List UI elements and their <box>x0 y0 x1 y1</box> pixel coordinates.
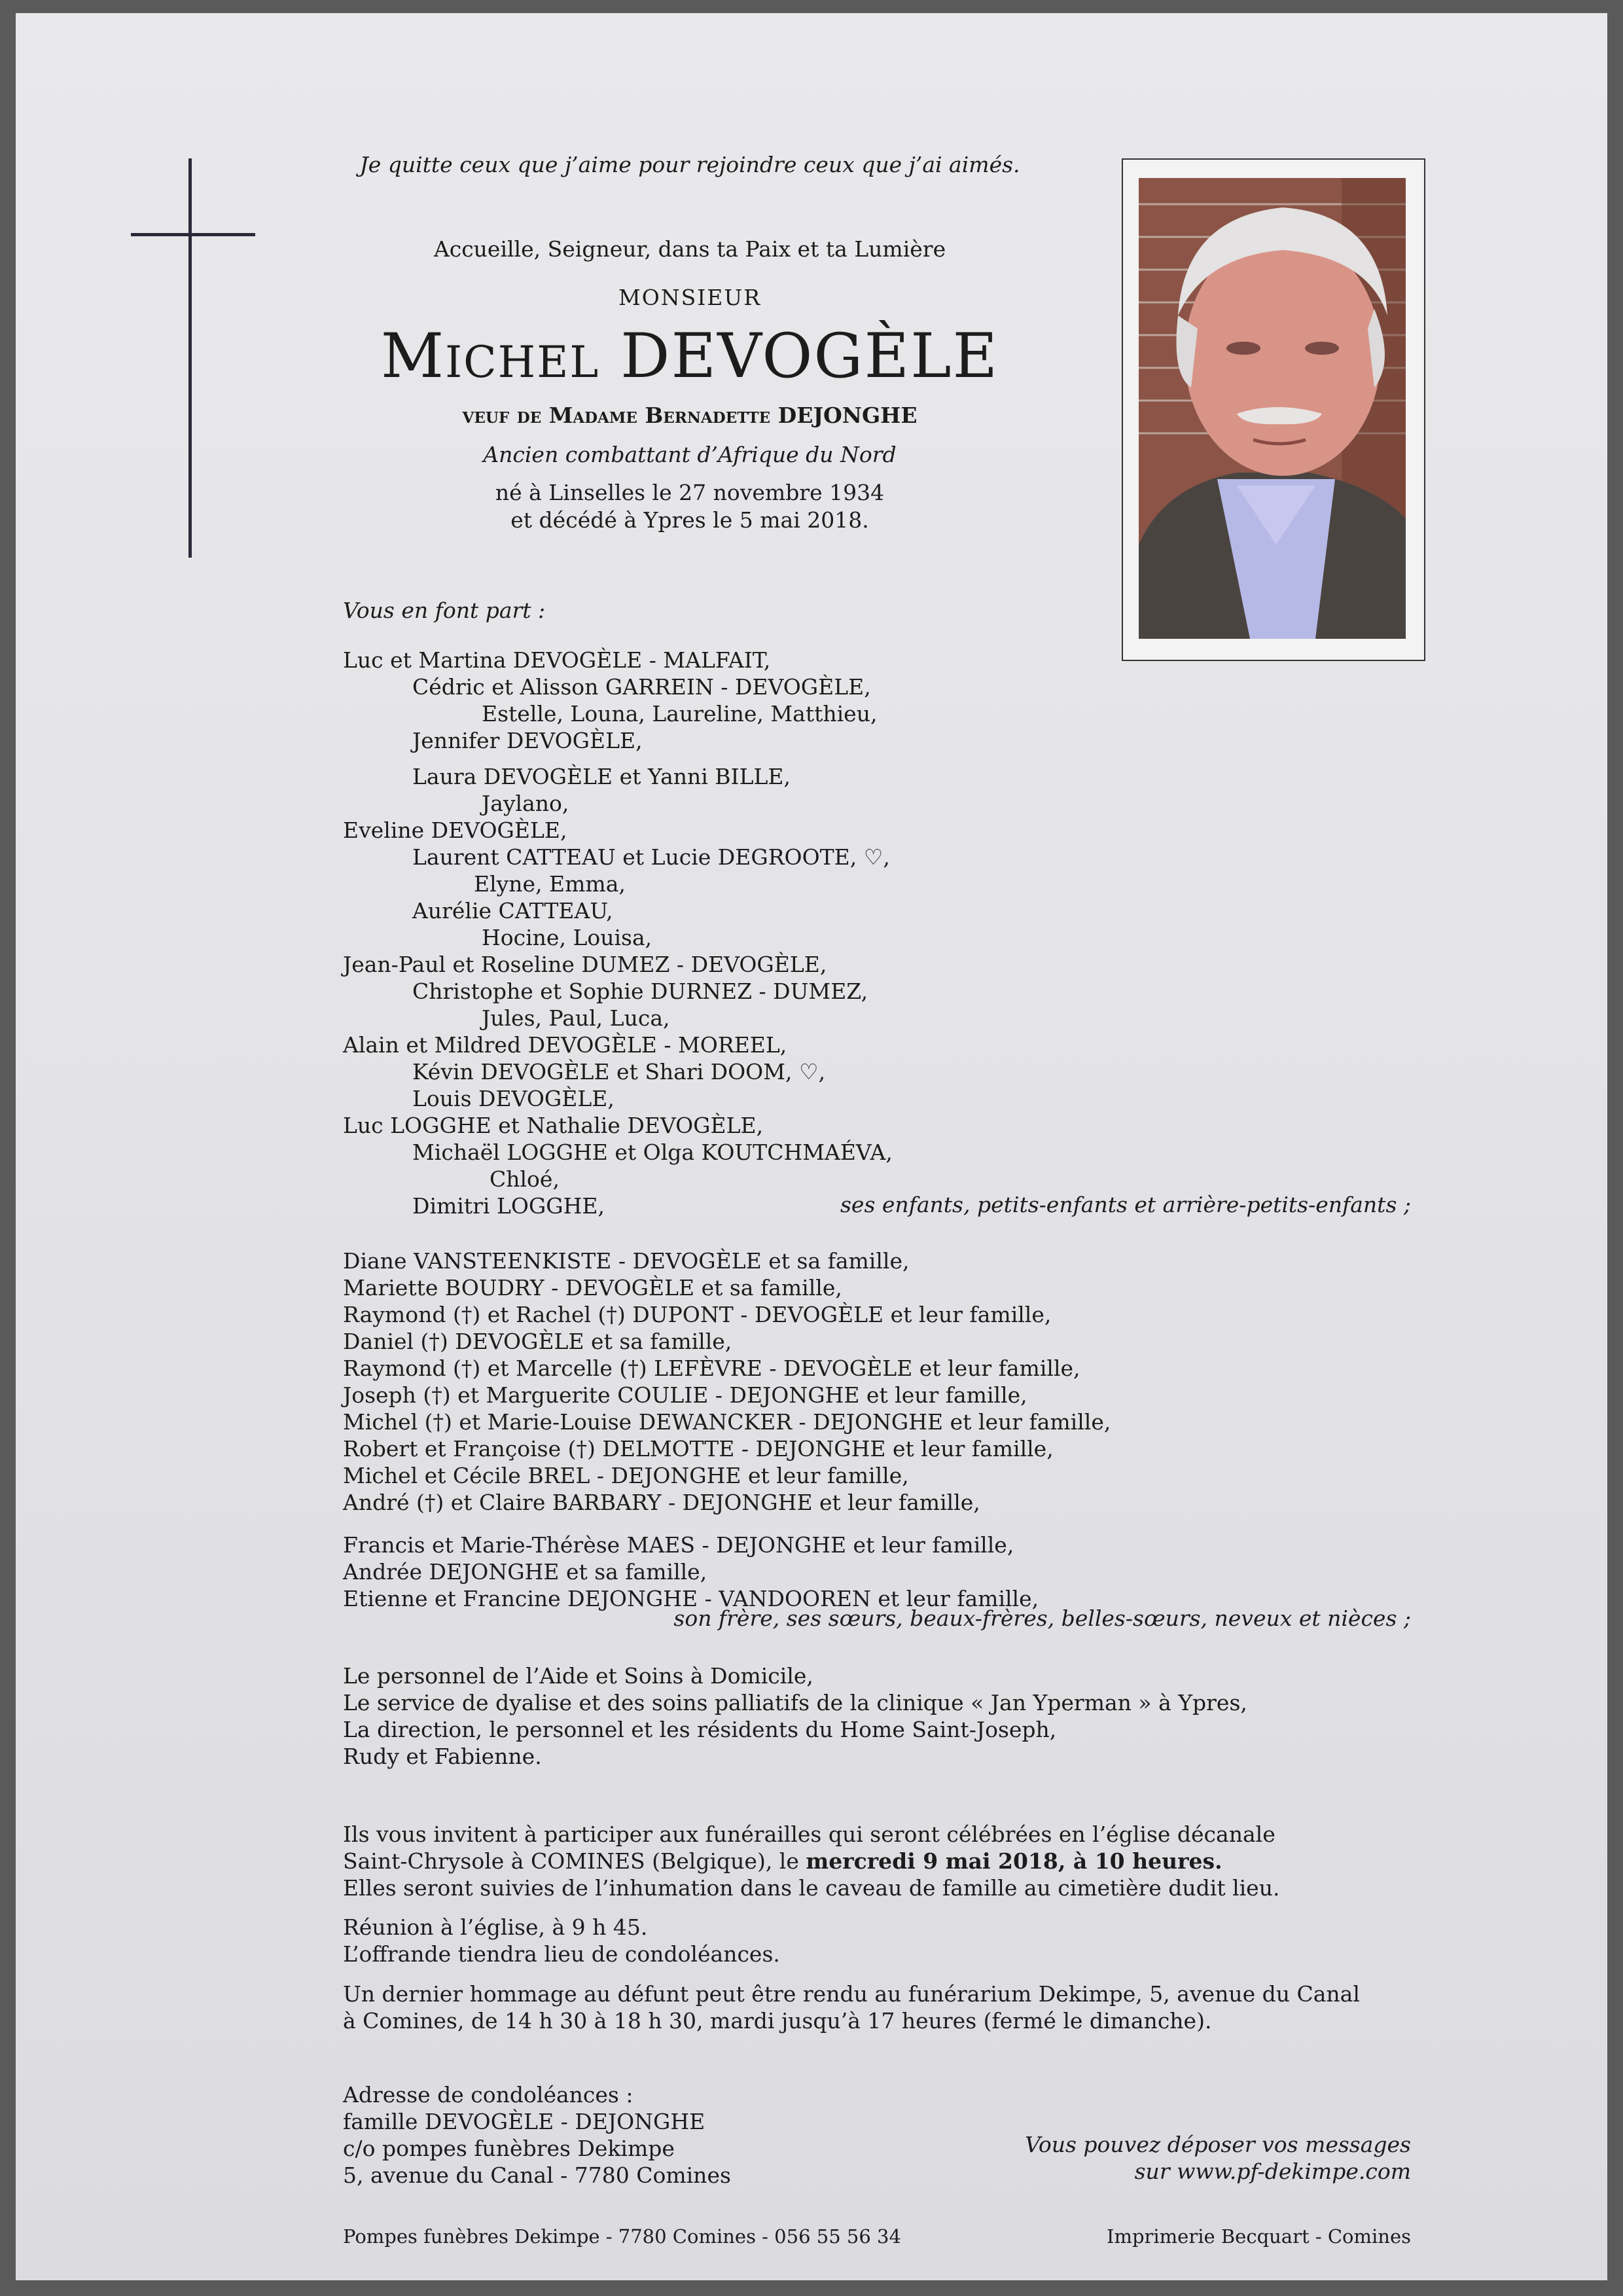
list-item: Dimitri LOGGHE, <box>412 1193 605 1219</box>
veteran-line: Ancien combattant d’Afrique du Nord <box>483 442 897 467</box>
announce-intro: Vous en font part : <box>343 598 546 623</box>
cross-icon-bar <box>131 233 255 236</box>
list-item: Michel et Cécile BREL - DEJONGHE et leur famille, <box>343 1463 909 1488</box>
list-item: La direction, le personnel et les résidents du Home Saint-Joseph, <box>343 1717 1057 1742</box>
address-line: c/o pompes funèbres Dekimpe <box>343 2136 675 2161</box>
death-line: et décédé à Ypres le 5 mai 2018. <box>510 507 869 533</box>
list-item: Kévin DEVOGÈLE et Shari DOOM, ♡, <box>412 1059 826 1085</box>
list-item: Mariette BOUDRY - DEVOGÈLE et sa famille, <box>343 1275 842 1300</box>
list-item: Hocine, Louisa, <box>482 925 652 950</box>
deceased-name <box>264 321 1115 399</box>
list-item: Francis et Marie-Thérèse MAES - DEJONGHE et leur famille, <box>343 1532 1014 1558</box>
address-line: famille DEVOGÈLE - DEJONGHE <box>343 2109 705 2134</box>
list-item: Jaylano, <box>482 791 569 816</box>
list-item: Luc et Martina DEVOGÈLE - MALFAIT, <box>343 647 771 673</box>
list-item: Christophe et Sophie DURNEZ - DUMEZ, <box>412 978 868 1004</box>
list-item: Raymond (†) et Marcelle (†) LEFÈVRE - DEVOGÈLE et leur famille, <box>343 1355 1080 1381</box>
list-item: Aurélie CATTEAU, <box>412 898 613 924</box>
list-item: Daniel (†) DEVOGÈLE et sa famille, <box>343 1329 732 1354</box>
list-item: Laurent CATTEAU et Lucie DEGROOTE, ♡, <box>412 844 890 870</box>
title-monsieur: MONSIEUR <box>618 285 762 310</box>
address-line: Adresse de condoléances : <box>343 2082 633 2108</box>
quote: Je quitte ceux que j’aime pour rejoindre ceux que j’ai aimés. <box>359 152 1020 177</box>
footer-funeral-home: Pompes funèbres Dekimpe - 7780 Comines - 056 55 56 34 <box>343 2225 901 2248</box>
list-item: Luc LOGGHE et Nathalie DEVOGÈLE, <box>343 1113 764 1138</box>
list-item: Chloé, <box>490 1166 560 1192</box>
offering-line: L’offrande tiendra lieu de condoléances. <box>343 1941 780 1967</box>
list-item: Michel (†) et Marie-Louise DEWANCKER - DEJONGHE et leur famille, <box>343 1409 1111 1435</box>
invite-text: Saint-Chrysole à COMINES (Belgique), le <box>343 1848 806 1874</box>
invite-line: Elles seront suivies de l’inhumation dans le caveau de famille au cimetière dudit lieu. <box>343 1875 1280 1901</box>
list-item: Rudy et Fabienne. <box>343 1744 542 1769</box>
list-item: Diane VANSTEENKISTE - DEVOGÈLE et sa famille, <box>343 1248 910 1274</box>
list-item: Jules, Paul, Luca, <box>482 1005 670 1031</box>
meeting-line: Réunion à l’église, à 9 h 45. <box>343 1914 648 1940</box>
deceased-name-text: Michel DEVOGÈLE <box>380 321 999 392</box>
invite-line: Ils vous invitent à participer aux funérailles qui seront célébrées en l’église décanale <box>343 1821 1275 1847</box>
list-item: André (†) et Claire BARBARY - DEJONGHE et leur famille, <box>343 1490 980 1515</box>
list-item: Alain et Mildred DEVOGÈLE - MOREEL, <box>343 1032 787 1058</box>
children-caption: ses enfants, petits-enfants et arrière-petits-enfants ; <box>840 1192 1411 1217</box>
list-item: Raymond (†) et Rachel (†) DUPONT - DEVOGÈLE et leur famille, <box>343 1302 1052 1327</box>
cross-icon <box>188 158 192 558</box>
invite-line-date <box>343 1848 1222 1874</box>
tribute-line: à Comines, de 14 h 30 à 18 h 30, mardi jusqu’à 17 heures (fermé le dimanche). <box>343 2008 1212 2034</box>
address-line: 5, avenue du Canal - 7780 Comines <box>343 2162 731 2188</box>
birth-line: né à Linselles le 27 novembre 1934 <box>495 480 885 505</box>
list-item: Le service de dyalise et des soins palliatifs de la clinique « Jan Yperman » à Ypres, <box>343 1690 1247 1715</box>
footer-printer: Imprimerie Becquart - Comines <box>1107 2225 1411 2248</box>
funeral-date: mercredi 9 mai 2018, à 10 heures. <box>806 1848 1222 1874</box>
list-item: Joseph (†) et Marguerite COULIE - DEJONGHE et leur famille, <box>343 1382 1027 1408</box>
list-item: Jennifer DEVOGÈLE, <box>412 728 643 753</box>
welcome-line: Accueille, Seigneur, dans ta Paix et ta Lumière <box>433 236 946 262</box>
list-item: Le personnel de l’Aide et Soins à Domicile, <box>343 1663 813 1689</box>
list-item: Louis DEVOGÈLE, <box>412 1086 615 1111</box>
list-item: Cédric et Alisson GARREIN - DEVOGÈLE, <box>412 674 871 700</box>
tribute-line: Un dernier hommage au défunt peut être rendu au funérarium Dekimpe, 5, avenue du Canal <box>343 1981 1360 2007</box>
obituary-page <box>16 13 1607 2280</box>
portrait-photo <box>1139 178 1406 639</box>
widow-line: veuf de Madame Bernadette DEJONGHE <box>462 403 918 428</box>
list-item: Etienne et Francine DEJONGHE - VANDOOREN et leur famille, <box>343 1586 1039 1611</box>
list-item: Eveline DEVOGÈLE, <box>343 817 567 843</box>
list-item: Andrée DEJONGHE et sa famille, <box>343 1559 707 1585</box>
list-item: Robert et Françoise (†) DELMOTTE - DEJONGHE et leur famille, <box>343 1436 1054 1462</box>
list-item: Estelle, Louna, Laureline, Matthieu, <box>482 701 878 726</box>
list-item: Elyne, Emma, <box>474 871 626 897</box>
messages-line: Vous pouvez déposer vos messages <box>1025 2132 1411 2157</box>
siblings-caption: son frère, ses sœurs, beaux-frères, belles-sœurs, neveux et nièces ; <box>673 1605 1411 1631</box>
list-item: Laura DEVOGÈLE et Yanni BILLE, <box>412 764 791 789</box>
list-item: Michaël LOGGHE et Olga KOUTCHMAÉVA, <box>412 1139 893 1165</box>
website-link[interactable]: sur www.pf-dekimpe.com <box>1134 2159 1411 2184</box>
list-item: Jean-Paul et Roseline DUMEZ - DEVOGÈLE, <box>343 952 827 977</box>
